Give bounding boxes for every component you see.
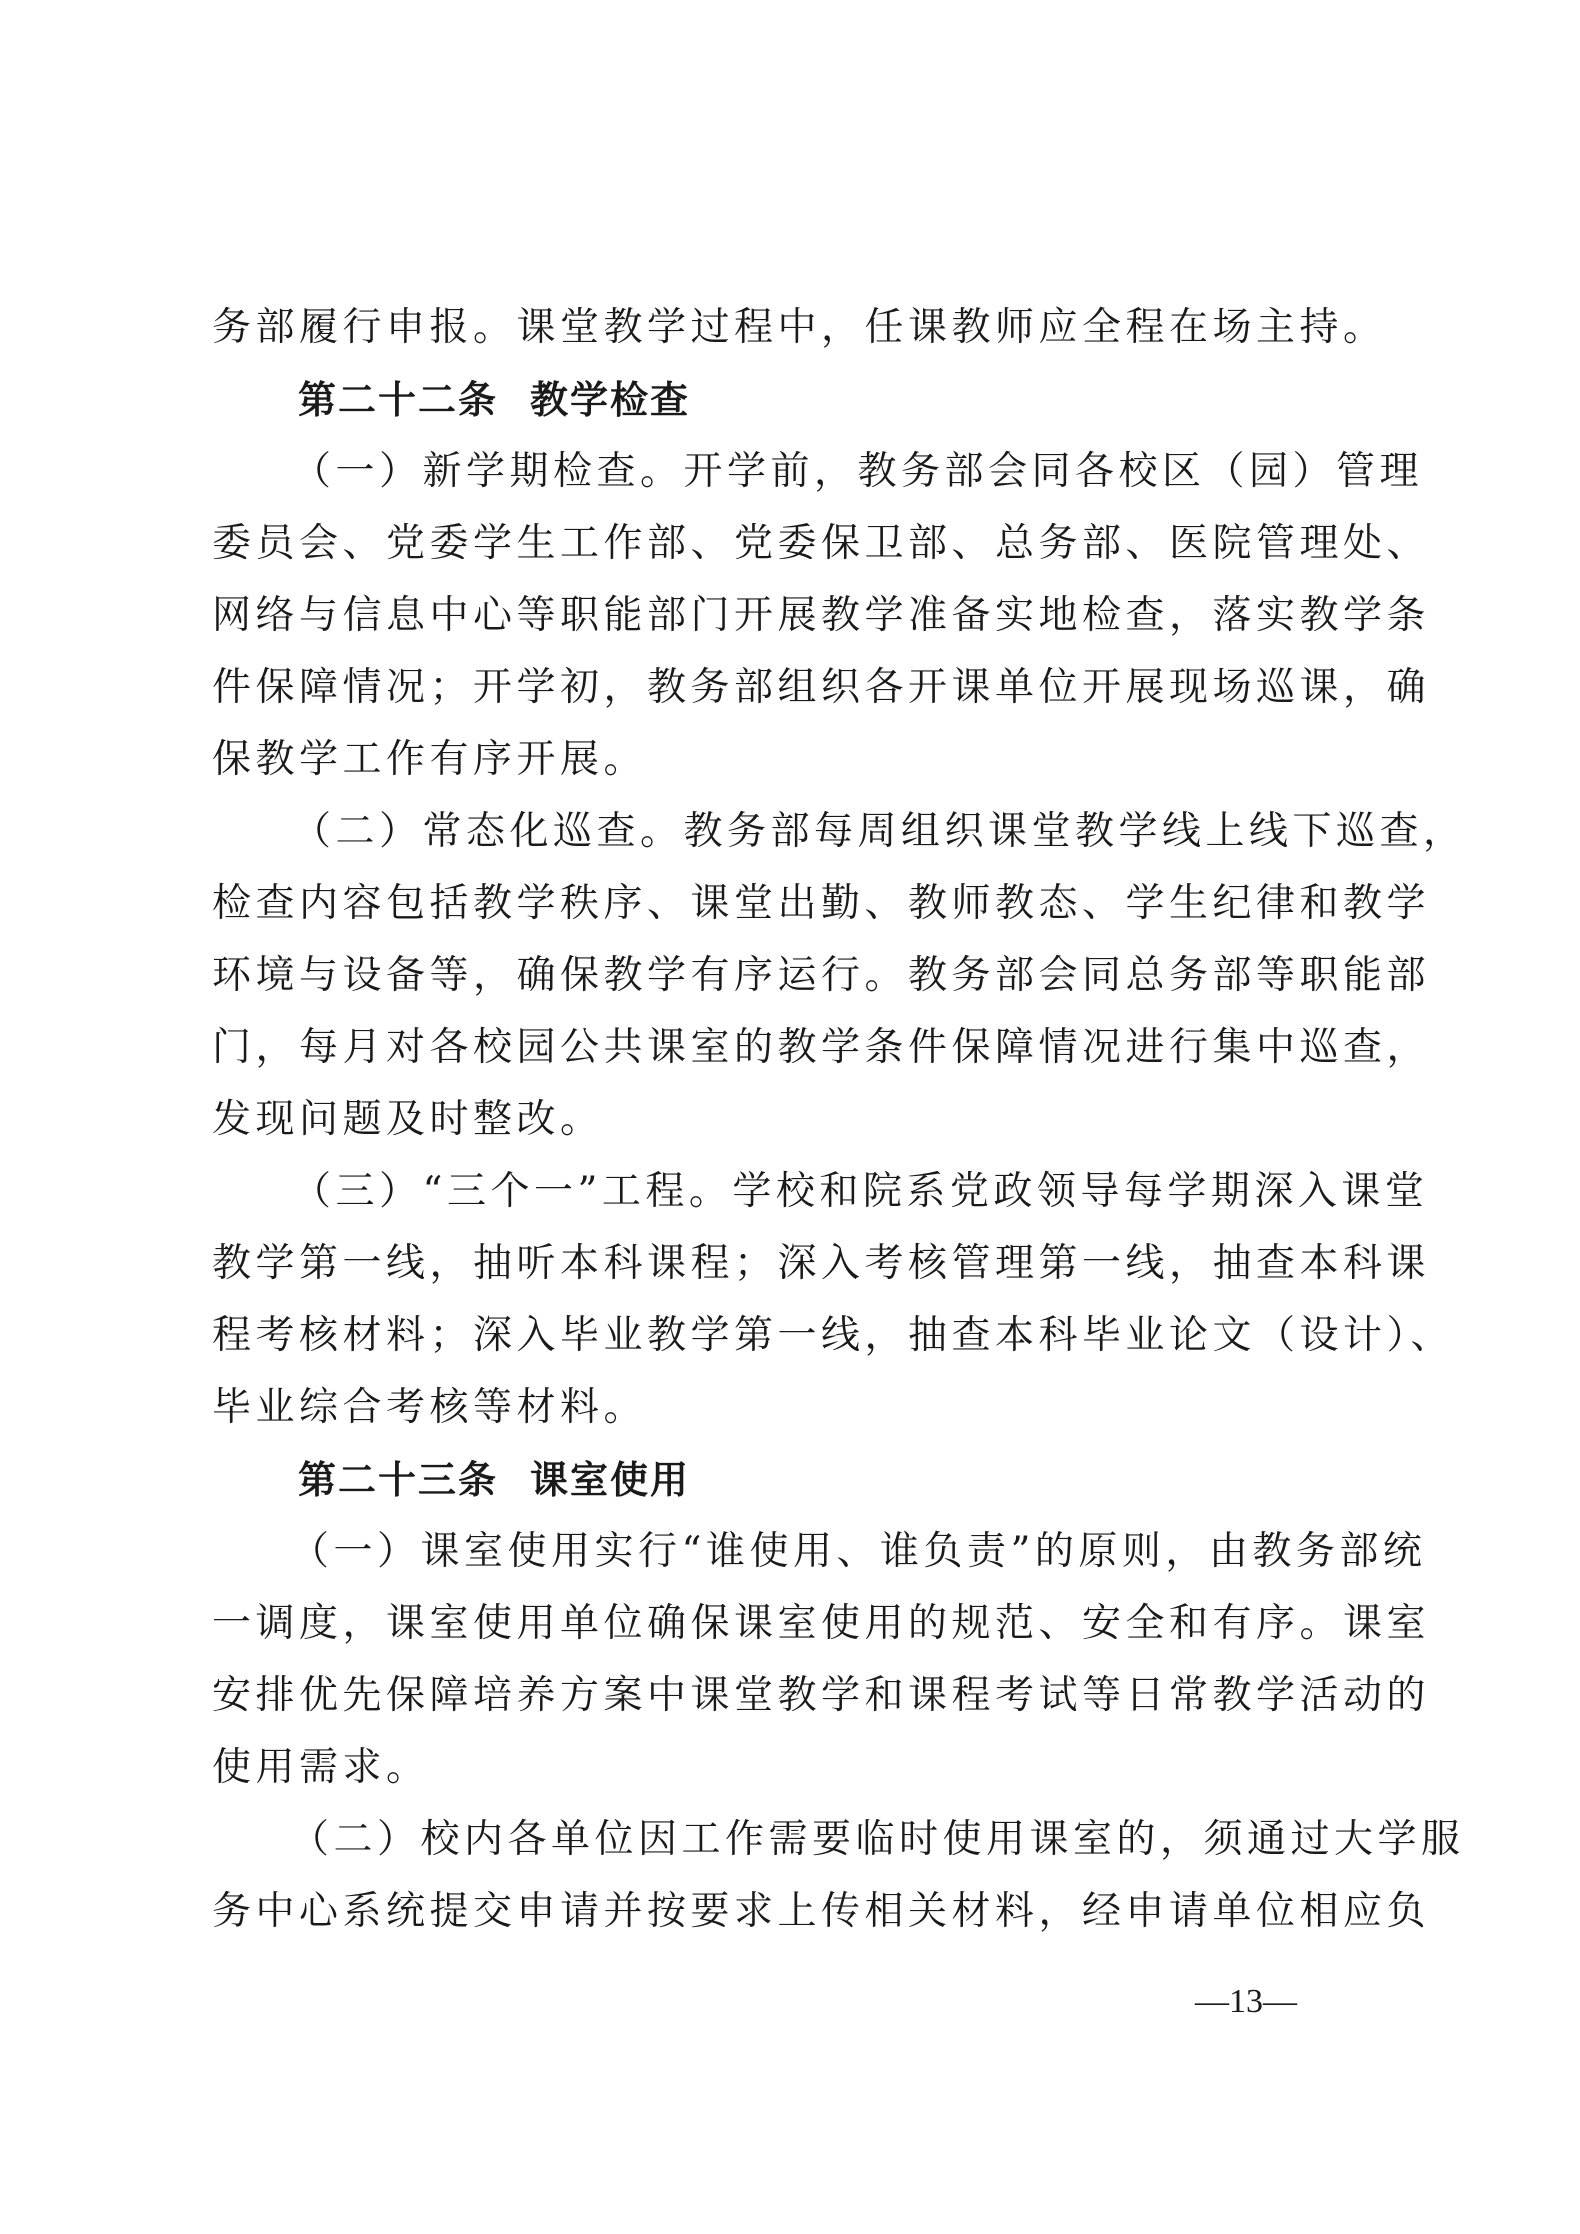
text-line: 发现问题及时整改。	[212, 1097, 604, 1142]
text-line: 检查内容包括教学秩序、课堂出勤、教师教态、学生纪律和教学	[212, 881, 1431, 926]
text-line: 网络与信息中心等职能部门开展教学准备实地检查，落实教学条	[212, 593, 1431, 638]
paragraph-continuation	[212, 292, 1387, 364]
text-line: 使用需求。	[212, 1745, 430, 1790]
text-line: 安排优先保障培养方案中课堂教学和课程考试等日常教学活动的	[212, 1673, 1431, 1718]
text-line: 教学第一线，抽听本科课程；深入考核管理第一线，抽查本科课	[212, 1241, 1431, 1286]
text-line: 毕业综合考核等材料。	[212, 1385, 648, 1430]
text-line: 门，每月对各校园公共课室的教学条件保障情况进行集中巡查，	[212, 1025, 1431, 1070]
text-line: 务中心系统提交申请并按要求上传相关材料，经申请单位相应负	[212, 1889, 1431, 1934]
text-line: （二）常态化巡查。教务部每周组织课堂教学线上线下巡查，	[292, 809, 1467, 854]
paragraph-routine-inspection	[212, 796, 1467, 1156]
text-line: （三）“三个一”工程。学校和院系党政领导每学期深入课堂	[292, 1169, 1429, 1214]
text-line: 件保障情况；开学初，教务部组织各开课单位开展现场巡课，确	[212, 665, 1431, 710]
article-heading-22	[212, 364, 1372, 436]
text-line: （一）课室使用实行“谁使用、谁负责”的原则，由教务部统	[290, 1529, 1427, 1574]
paragraph-classroom-principle	[212, 1516, 1431, 1804]
article-title: 教学检查	[530, 378, 691, 422]
text-line: 委员会、党委学生工作部、党委保卫部、总务部、医院管理处、	[212, 521, 1431, 566]
paragraph-temporary-use	[212, 1804, 1465, 1948]
paragraph-new-semester-check	[212, 436, 1431, 796]
text-line: 务部履行申报。课堂教学过程中，任课教师应全程在场主持。	[212, 305, 1387, 350]
article-heading-23	[212, 1444, 1372, 1516]
text-line: 程考核材料；深入毕业教学第一线，抽查本科毕业论文（设计）、	[212, 1313, 1455, 1358]
article-number: 第二十二条	[298, 378, 499, 422]
article-title: 课室使用	[530, 1458, 691, 1502]
page-number: —13—	[1195, 1983, 1297, 2020]
text-line: （二）校内各单位因工作需要临时使用课室的，须通过大学服	[290, 1817, 1465, 1862]
paragraph-three-ones-project	[212, 1156, 1455, 1444]
text-line: 保教学工作有序开展。	[212, 737, 648, 782]
document-body	[212, 292, 1467, 1948]
article-number: 第二十三条	[298, 1458, 499, 1502]
text-line: 一调度，课室使用单位确保课室使用的规范、安全和有序。课室	[212, 1601, 1431, 1646]
text-line: 环境与设备等，确保教学有序运行。教务部会同总务部等职能部	[212, 953, 1431, 998]
text-line: （一）新学期检查。开学前，教务部会同各校区（园）管理	[292, 449, 1424, 494]
